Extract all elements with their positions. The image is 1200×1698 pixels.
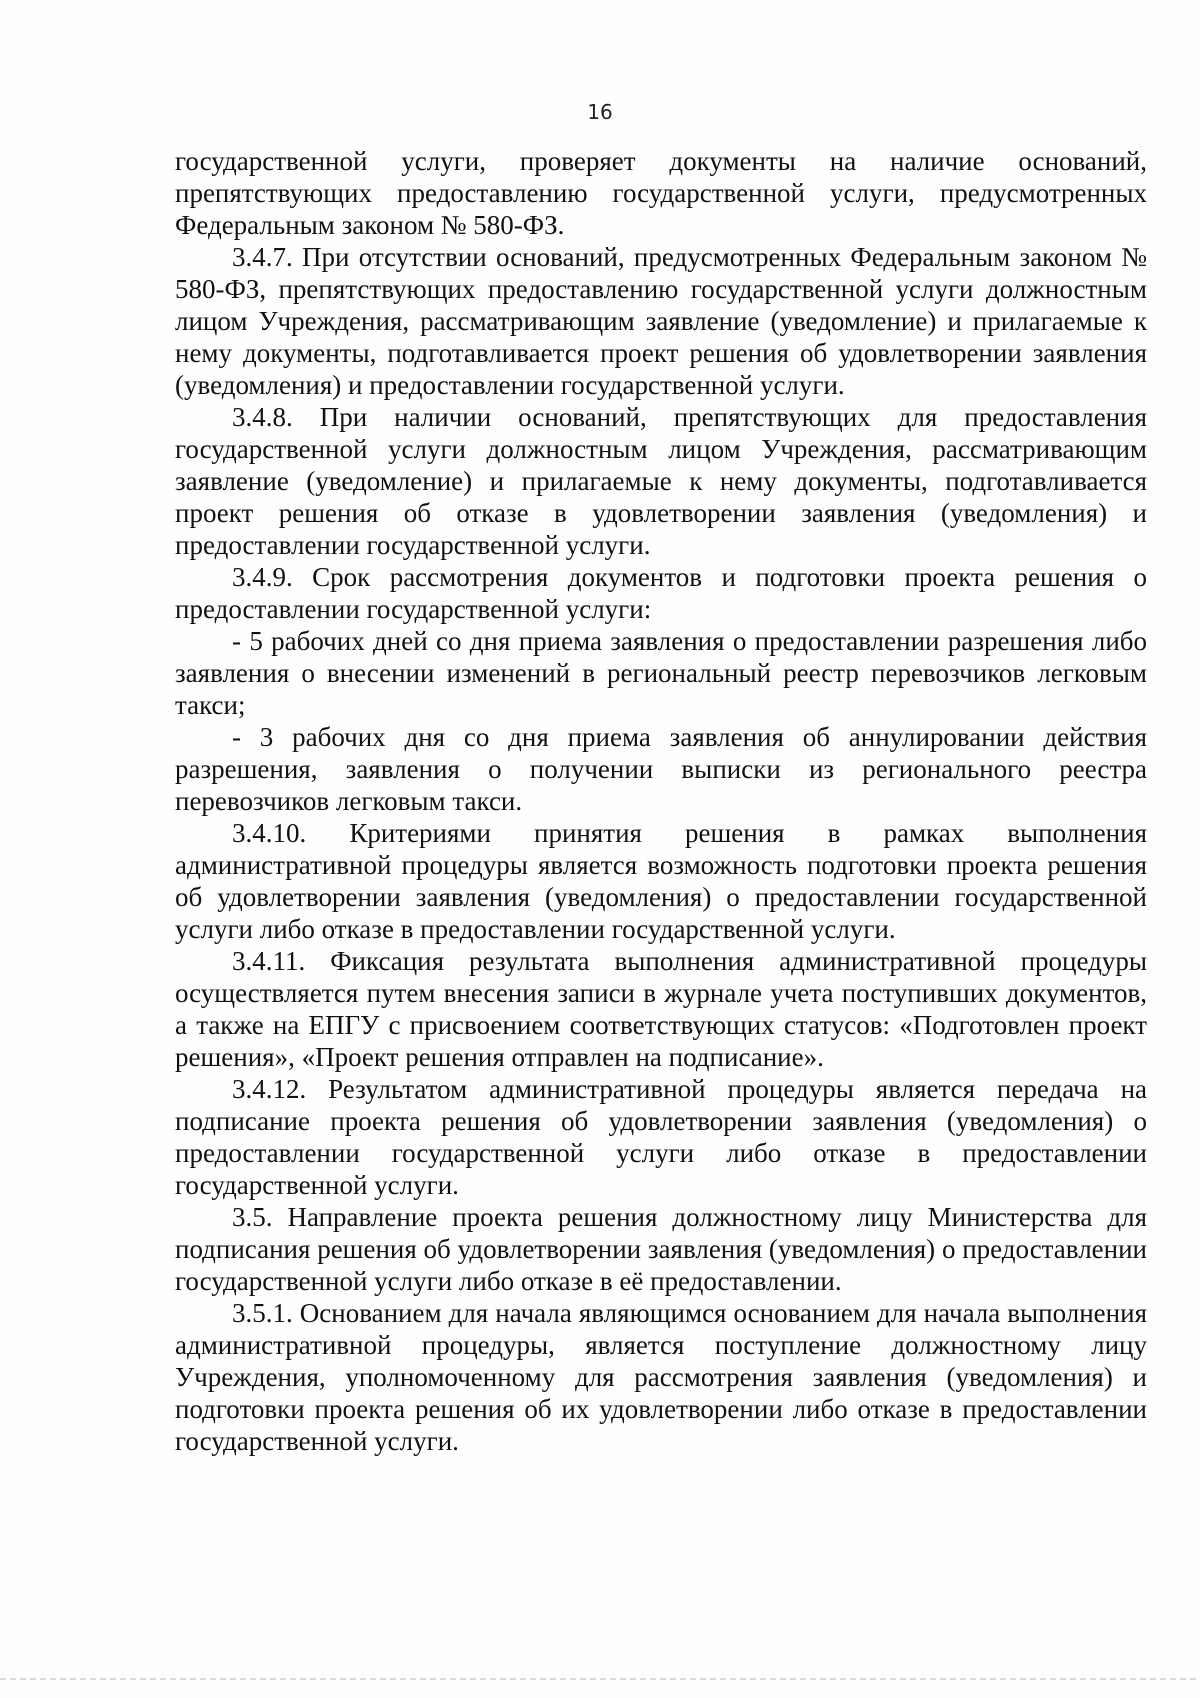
paragraph-3-4-8: 3.4.8. При наличии оснований, препятствующих для предоставления государственной услуги должностным лицом Учреждения, рассматривающим заявление (уведомление) и прилагаемые к нему документы, подготавливается проект решения об отказе в удовлетворении заявления (уведомления) и предоставлении государственной услуги. [175, 402, 1147, 560]
paragraph-3-4-9: 3.4.9. Срок рассмотрения документов и подготовки проекта решения о предоставлении государственной услуги: [175, 562, 1147, 624]
list-item-3-days: - 3 рабочих дня со дня приема заявления об аннулировании действия разрешения, заявления о получении выписки из регионального реестра перевозчиков легковым такси. [175, 722, 1147, 816]
paragraph-3-5-1: 3.5.1. Основанием для начала являющимся основанием для начала выполнения административной процедуры, является поступление должностному лицу Учреждения, уполномоченному для рассмотрения заявления (уведомления) и подготовки проекта решения об их удовлетворении либо отказе в предоставлении государственной услуги. [175, 1298, 1147, 1456]
paragraph-3-4-7: 3.4.7. При отсутствии оснований, предусмотренных Федеральным законом № 580-ФЗ, препятствующих предоставлению государственной услуги должностным лицом Учреждения, рассматривающим заявление (уведомление) и прилагаемые к нему документы, подготавливается проект решения об удовлетворении заявления (уведомления) и предоставлении государственной услуги. [175, 242, 1147, 400]
paragraph-3-4-12: 3.4.12. Результатом административной процедуры является передача на подписание проекта решения об удовлетворении заявления (уведомления) о предоставлении государственной услуги либо отказе в предоставлении государственной услуги. [175, 1074, 1147, 1200]
document-body [175, 145, 1147, 1457]
paragraph-3-4-11: 3.4.11. Фиксация результата выполнения административной процедуры осуществляется путем внесения записи в журнале учета поступивших документов, а также на ЕПГУ с присвоением соответствующих статусов: «Подготовлен проект решения», «Проект решения отправлен на подписание». [175, 946, 1147, 1072]
page-number: 16 [587, 100, 613, 124]
scan-edge-divider [0, 1678, 1200, 1680]
paragraph-3-5: 3.5. Направление проекта решения должностному лицу Министерства для подписания решения об удовлетворении заявления (уведомления) о предоставлении государственной услуги либо отказе в её предоставлении. [175, 1202, 1147, 1296]
list-item-5-days: - 5 рабочих дней со дня приема заявления о предоставлении разрешения либо заявления о внесении изменений в региональный реестр перевозчиков легковым такси; [175, 626, 1147, 720]
paragraph-continuation: государственной услуги, проверяет документы на наличие оснований, препятствующих предоставлению государственной услуги, предусмотренных Федеральным законом № 580-ФЗ. [175, 146, 1147, 240]
paragraph-3-4-10: 3.4.10. Критериями принятия решения в рамках выполнения административной процедуры является возможность подготовки проекта решения об удовлетворении заявления (уведомления) о предоставлении государственной услуги либо отказе в предоставлении государственной услуги. [175, 818, 1147, 944]
